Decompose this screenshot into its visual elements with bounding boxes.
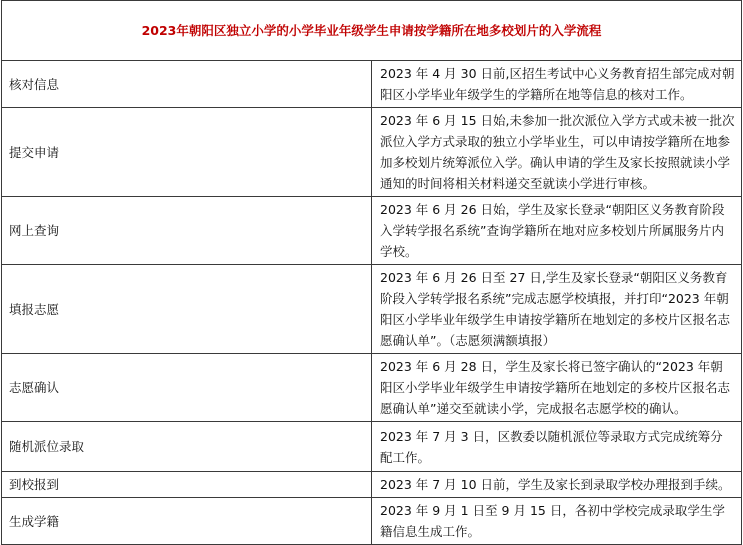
step-content: 2023 年 7 月 3 日，区教委以随机派位等录取方式完成统筹分配工作。 <box>372 422 742 472</box>
step-label: 网上查询 <box>2 197 372 265</box>
step-label: 生成学籍 <box>2 498 372 545</box>
table-row <box>2 422 742 472</box>
step-label: 志愿确认 <box>2 354 372 422</box>
step-label: 到校报到 <box>2 472 372 498</box>
step-content: 2023 年 7 月 10 日前，学生及家长到录取学校办理报到手续。 <box>372 472 742 498</box>
step-content: 2023 年 4 月 30 日前,区招生考试中心义务教育招生部完成对朝阳区小学毕业年级学生的学籍所在地等信息的核对工作。 <box>372 61 742 108</box>
title-row <box>2 1 742 61</box>
table-row <box>2 197 742 265</box>
step-content: 2023 年 6 月 15 日始,未参加一批次派位入学方式或未被一批次派位入学方式录取的独立小学毕业生，可以申请按学籍所在地参加多校划片统筹派位入学。确认申请的学生及家长按照就读小学通知的时间将相关材料递交至就读小学进行审核。 <box>372 108 742 197</box>
step-content: 2023 年 6 月 26 日至 27 日,学生及家长登录“朝阳区义务教育阶段入学转学报名系统”完成志愿学校填报，并打印“2023 年朝阳区小学毕业年级学生申请按学籍所在地划定的多校片区报名志愿确认单”。（志愿须满额填报） <box>372 265 742 354</box>
table-row <box>2 354 742 422</box>
table-row <box>2 498 742 545</box>
step-label: 填报志愿 <box>2 265 372 354</box>
step-content: 2023 年 6 月 26 日始，学生及家长登录“朝阳区义务教育阶段入学转学报名系统”查询学籍所在地对应多校划片所属服务片内学校。 <box>372 197 742 265</box>
step-content: 2023 年 6 月 28 日，学生及家长将已签字确认的“2023 年朝阳区小学毕业年级学生申请按学籍所在地划定的多校片区报名志愿确认单”递交至就读小学，完成报名志愿学校的确认。 <box>372 354 742 422</box>
table-row <box>2 472 742 498</box>
table-title: 2023年朝阳区独立小学的小学毕业年级学生申请按学籍所在地多校划片的入学流程 <box>2 1 742 61</box>
admission-flow-table <box>1 0 742 545</box>
step-label: 随机派位录取 <box>2 422 372 472</box>
step-label: 核对信息 <box>2 61 372 108</box>
table-row <box>2 61 742 108</box>
table-row <box>2 108 742 197</box>
table-row <box>2 265 742 354</box>
step-label: 提交申请 <box>2 108 372 197</box>
step-content: 2023 年 9 月 1 日至 9 月 15 日，各初中学校完成录取学生学籍信息生成工作。 <box>372 498 742 545</box>
